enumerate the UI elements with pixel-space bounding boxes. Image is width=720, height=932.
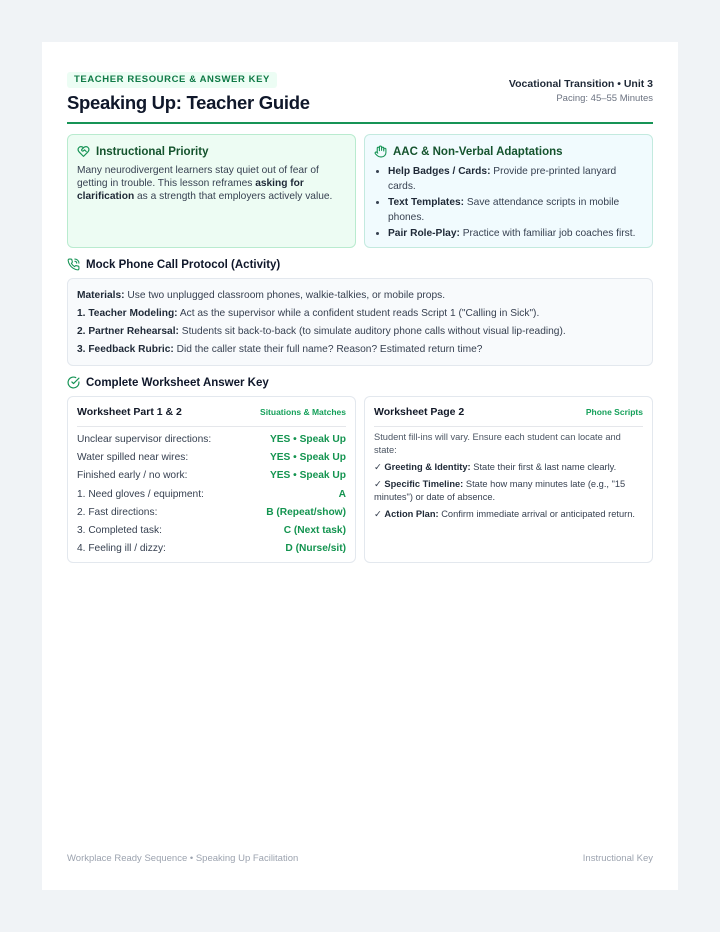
protocol-line	[77, 323, 643, 341]
answer-row	[77, 467, 346, 485]
checklist-label: Specific Timeline:	[384, 479, 464, 489]
worksheet-page-2-card	[364, 396, 653, 563]
answer-label: 3. Completed task:	[77, 525, 162, 537]
priority-text-end: as a strength that employers actively value.	[134, 191, 333, 202]
check-circle-icon	[67, 376, 80, 389]
checklist-item	[374, 478, 643, 504]
answer-label: Water spilled near wires:	[77, 452, 189, 464]
page-title: Speaking Up: Teacher Guide	[67, 92, 310, 113]
protocol-line-label: Materials:	[77, 290, 125, 301]
aac-adaptations-card	[364, 134, 653, 248]
phone-call-icon	[67, 258, 80, 271]
protocol-line-text: Students sit back-to-back (to simulate auditory phone calls without visual lip-reading).	[178, 326, 566, 337]
protocol-line-text: Use two unplugged classroom phones, walkie-talkies, or mobile props.	[124, 290, 446, 301]
footer-sequence-label: Workplace Ready Sequence • Speaking Up Facilitation	[67, 853, 299, 864]
answer-value: C (Next task)	[283, 525, 346, 537]
aac-item-text: Provide pre-printed lanyard cards.	[388, 166, 617, 192]
document-page	[42, 42, 678, 890]
answer-value: YES • Speak Up	[269, 470, 346, 482]
answer-key-section-header	[67, 376, 269, 389]
answer-value: A	[338, 488, 346, 500]
check-mark-icon: ✓	[374, 462, 382, 472]
worksheet-intro: Student fill-ins will vary. Ensure each student can locate and state:	[374, 432, 621, 455]
worksheet-card-header	[77, 397, 346, 427]
protocol-line-text: Did the caller state their full name? Reason? Estimated return time?	[173, 344, 483, 355]
protocol-line-label: 3. Feedback Rubric:	[77, 344, 174, 355]
worksheet-card-header	[374, 397, 643, 427]
answer-row	[77, 486, 346, 504]
answer-row	[77, 504, 346, 522]
protocol-heading: Mock Phone Call Protocol (Activity)	[86, 258, 281, 271]
aac-item-label: Help Badges / Cards:	[388, 166, 491, 177]
aac-item-label: Pair Role-Play:	[388, 228, 460, 239]
answer-label: 4. Feeling ill / dizzy:	[77, 543, 166, 555]
protocol-line-label: 1. Teacher Modeling:	[77, 308, 178, 319]
worksheet-title: Worksheet Page 2	[374, 405, 465, 418]
heart-handshake-icon	[77, 145, 90, 158]
protocol-line	[77, 305, 643, 323]
answer-label: 1. Need gloves / equipment:	[77, 488, 204, 500]
priority-text-emphasis: asking for clarification	[77, 178, 304, 202]
answer-row	[77, 540, 346, 558]
check-mark-icon: ✓	[374, 509, 382, 519]
protocol-section-header	[67, 258, 280, 271]
checklist-label: Action Plan:	[384, 509, 439, 519]
answer-value: YES • Speak Up	[269, 452, 346, 464]
checklist-label: Greeting & Identity:	[384, 462, 471, 472]
instructional-priority-card	[67, 134, 356, 248]
worksheet-tag: Situations & Matches	[260, 406, 346, 417]
worksheet-part-1-2-card	[67, 396, 356, 563]
priority-text-start: Many neurodivergent learners stay quiet out of fear of getting in trouble. This lesson reframes	[77, 165, 319, 189]
course-unit-label: Vocational Transition • Unit 3	[508, 78, 653, 90]
footer-key-label: Instructional Key	[582, 853, 653, 864]
checklist-item	[374, 461, 643, 474]
protocol-line	[77, 341, 643, 359]
worksheet-tag: Phone Scripts	[585, 406, 643, 417]
answer-label: 2. Fast directions:	[77, 506, 158, 518]
answer-label: Finished early / no work:	[77, 470, 188, 482]
list-item	[388, 226, 643, 241]
resource-badge: TEACHER RESOURCE & ANSWER KEY	[67, 72, 277, 88]
protocol-line-label: 2. Partner Rehearsal:	[77, 326, 179, 337]
instructional-priority-heading: Instructional Priority	[96, 145, 209, 158]
instructional-priority-text	[77, 164, 346, 203]
answer-value: B (Repeat/show)	[266, 506, 346, 518]
answer-row	[77, 431, 346, 449]
pacing-label: Pacing: 45–55 Minutes	[556, 93, 653, 104]
checklist-text: State how many minutes late (e.g., "15 minutes") or date of absence.	[374, 479, 626, 502]
answer-key-heading: Complete Worksheet Answer Key	[86, 376, 269, 389]
checklist-item	[374, 508, 643, 521]
aac-header	[374, 145, 643, 158]
checklist-text: State their first & last name clearly.	[470, 462, 617, 472]
protocol-card	[67, 278, 653, 366]
aac-item-text: Practice with familiar job coaches first.	[459, 228, 636, 239]
aac-list	[374, 164, 643, 241]
answer-row	[77, 449, 346, 467]
list-item	[388, 195, 643, 225]
check-mark-icon: ✓	[374, 479, 382, 489]
instructional-priority-header	[77, 145, 346, 158]
aac-item-text: Save attendance scripts in mobile phones.	[388, 197, 620, 223]
hand-wave-icon	[374, 145, 387, 158]
checklist-text: Confirm immediate arrival or anticipated return.	[438, 509, 635, 519]
answer-value: YES • Speak Up	[269, 434, 346, 445]
aac-heading: AAC & Non-Verbal Adaptations	[393, 145, 563, 158]
header-divider	[67, 122, 653, 124]
worksheet-title: Worksheet Part 1 & 2	[77, 405, 182, 418]
answer-label: Unclear supervisor directions:	[77, 434, 212, 445]
answer-row	[77, 522, 346, 540]
aac-item-label: Text Templates:	[388, 197, 465, 208]
protocol-line-text: Act as the supervisor while a confident student reads Script 1 ("Calling in Sick").	[177, 308, 540, 319]
protocol-line	[77, 287, 643, 305]
list-item	[388, 164, 643, 194]
answer-value: D (Nurse/sit)	[285, 543, 346, 555]
